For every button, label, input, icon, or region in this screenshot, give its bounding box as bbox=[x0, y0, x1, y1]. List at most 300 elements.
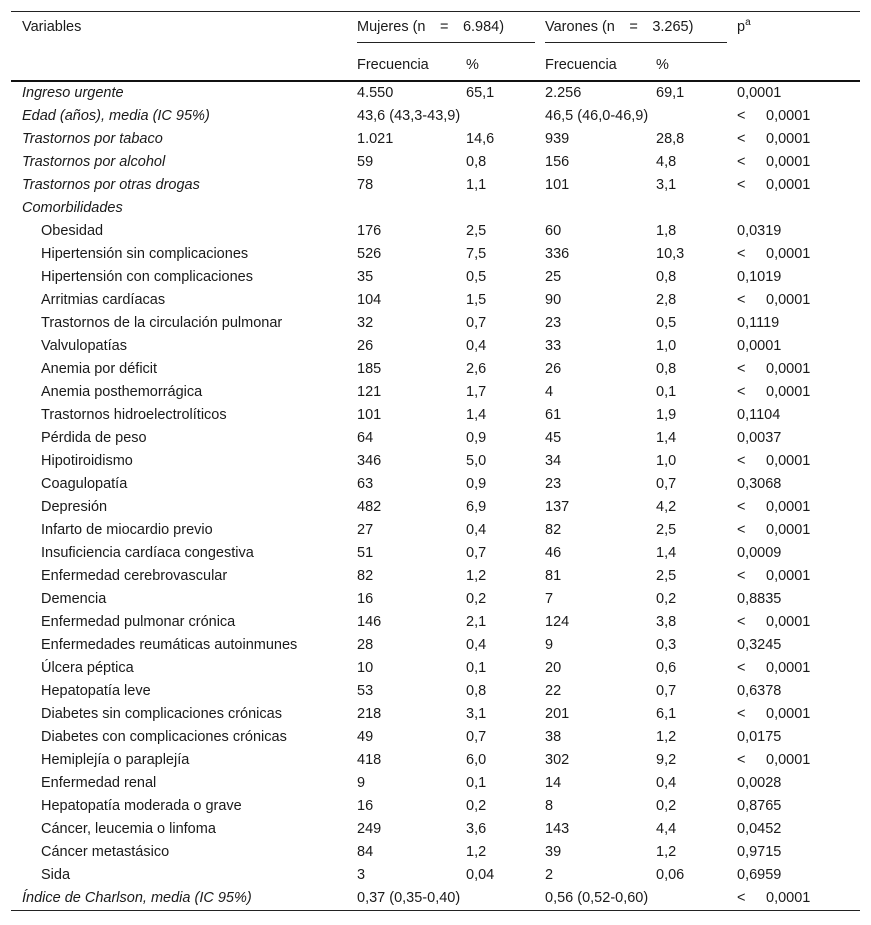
men-mean-ci: 0,56 (0,52-0,60) bbox=[545, 887, 737, 911]
table-row bbox=[11, 450, 860, 473]
women-mean-ci: 0,37 (0,35-0,40) bbox=[357, 887, 545, 911]
p-value: 0,0001 bbox=[766, 890, 811, 906]
table-row bbox=[11, 105, 860, 128]
women-frequency: 482 bbox=[357, 499, 382, 515]
p-value-cell bbox=[737, 841, 860, 864]
row-label: Hipotiroidismo bbox=[41, 453, 133, 469]
row-label: Hipertensión sin complicaciones bbox=[41, 246, 249, 262]
table-row bbox=[11, 128, 860, 151]
header-p-label: p bbox=[737, 19, 746, 35]
row-label: Insuficiencia cardíaca congestiva bbox=[41, 545, 254, 561]
row-label: Trastornos hidroelectrolíticos bbox=[41, 407, 227, 423]
row-label: Depresión bbox=[41, 499, 108, 515]
women-percent: 3,6 bbox=[466, 821, 487, 837]
table-row bbox=[11, 634, 860, 657]
women-percent: 0,2 bbox=[466, 798, 487, 814]
women-percent: 2,1 bbox=[466, 614, 487, 630]
men-frequency: 9 bbox=[545, 637, 554, 653]
p-value: 0,8835 bbox=[737, 591, 782, 607]
p-value: 0,0001 bbox=[766, 131, 811, 147]
table-row bbox=[11, 243, 860, 266]
row-label: Diabetes sin complicaciones crónicas bbox=[41, 706, 282, 722]
women-frequency: 9 bbox=[357, 775, 366, 791]
men-percent: 4,2 bbox=[656, 499, 677, 515]
p-value: 0,0001 bbox=[766, 453, 811, 469]
women-frequency: 84 bbox=[357, 844, 374, 860]
men-percent: 3,8 bbox=[656, 614, 677, 630]
table-row bbox=[11, 266, 860, 289]
header-row-groups bbox=[11, 12, 860, 51]
row-label: Trastornos por alcohol bbox=[22, 154, 166, 170]
men-percent: 0,7 bbox=[656, 476, 677, 492]
men-percent: 6,1 bbox=[656, 706, 677, 722]
women-frequency: 64 bbox=[357, 430, 374, 446]
table-row bbox=[11, 151, 860, 174]
row-label: Anemia posthemorrágica bbox=[41, 384, 203, 400]
table-row bbox=[11, 841, 860, 864]
men-frequency: 939 bbox=[545, 131, 570, 147]
men-percent: 1,9 bbox=[656, 407, 677, 423]
less-than-sign: < bbox=[737, 131, 746, 147]
women-frequency: 176 bbox=[357, 223, 382, 239]
p-value-cell bbox=[737, 496, 860, 519]
p-value: 0,0001 bbox=[766, 177, 811, 193]
p-value: 0,0175 bbox=[737, 729, 782, 745]
p-value: 0,0001 bbox=[766, 522, 811, 538]
men-percent: 28,8 bbox=[656, 131, 685, 147]
women-frequency: 346 bbox=[357, 453, 382, 469]
men-frequency: 61 bbox=[545, 407, 562, 423]
table-row bbox=[11, 588, 860, 611]
p-value: 0,0001 bbox=[766, 568, 811, 584]
p-value: 0,0001 bbox=[737, 85, 782, 101]
women-frequency: 26 bbox=[357, 338, 374, 354]
women-percent: 5,0 bbox=[466, 453, 487, 469]
row-label: Pérdida de peso bbox=[41, 430, 147, 446]
p-value-cell bbox=[737, 657, 860, 680]
row-label: Hepatopatía moderada o grave bbox=[41, 798, 242, 814]
less-than-sign: < bbox=[737, 246, 746, 262]
p-value: 0,0001 bbox=[766, 108, 811, 124]
p-value-cell bbox=[737, 473, 860, 496]
row-label: Edad (años), media (IC 95%) bbox=[22, 108, 210, 124]
men-percent: 0,8 bbox=[656, 361, 677, 377]
p-value: 0,1019 bbox=[737, 269, 782, 285]
men-frequency: 2 bbox=[545, 867, 554, 883]
women-percent: 2,5 bbox=[466, 223, 487, 239]
row-label: Trastornos por otras drogas bbox=[22, 177, 200, 193]
men-percent: 10,3 bbox=[656, 246, 685, 262]
row-label: Comorbilidades bbox=[22, 200, 123, 216]
women-frequency: 185 bbox=[357, 361, 382, 377]
header-women-label: Mujeres (n = 6.984) bbox=[357, 18, 535, 43]
men-percent: 0,7 bbox=[656, 683, 677, 699]
men-frequency: 143 bbox=[545, 821, 570, 837]
row-label: Índice de Charlson, media (IC 95%) bbox=[11, 887, 357, 911]
women-percent: 1,2 bbox=[466, 568, 487, 584]
men-frequency: 39 bbox=[545, 844, 562, 860]
women-percent: 0,7 bbox=[466, 729, 487, 745]
header-women-freq: Frecuencia bbox=[357, 50, 466, 81]
men-percent: 1,4 bbox=[656, 545, 677, 561]
p-value-cell bbox=[737, 772, 860, 795]
women-frequency: 28 bbox=[357, 637, 374, 653]
table-row bbox=[11, 220, 860, 243]
p-value-cell bbox=[737, 404, 860, 427]
women-percent: 0,8 bbox=[466, 154, 487, 170]
p-value: 0,0001 bbox=[766, 499, 811, 515]
row-label: Sida bbox=[41, 867, 71, 883]
less-than-sign: < bbox=[737, 361, 746, 377]
women-frequency: 526 bbox=[357, 246, 382, 262]
table-row bbox=[11, 381, 860, 404]
p-value: 0,1119 bbox=[737, 315, 780, 331]
men-percent: 2,5 bbox=[656, 568, 677, 584]
less-than-sign: < bbox=[737, 292, 746, 308]
table-row bbox=[11, 473, 860, 496]
women-percent: 3,1 bbox=[466, 706, 487, 722]
women-percent: 1,2 bbox=[466, 844, 487, 860]
p-value: 0,0001 bbox=[766, 384, 811, 400]
table-row bbox=[11, 772, 860, 795]
men-frequency: 46 bbox=[545, 545, 562, 561]
men-percent: 1,0 bbox=[656, 338, 677, 354]
table-row bbox=[11, 795, 860, 818]
women-frequency: 104 bbox=[357, 292, 382, 308]
row-label: Cáncer, leucemia o linfoma bbox=[41, 821, 216, 837]
men-percent: 1,2 bbox=[656, 729, 677, 745]
women-percent: 0,7 bbox=[466, 315, 487, 331]
men-frequency: 23 bbox=[545, 315, 562, 331]
header-men-freq: Frecuencia bbox=[545, 50, 656, 81]
row-label: Enfermedad pulmonar crónica bbox=[41, 614, 236, 630]
men-frequency: 38 bbox=[545, 729, 562, 745]
women-percent: 1,1 bbox=[466, 177, 487, 193]
table-row bbox=[11, 611, 860, 634]
men-percent: 1,2 bbox=[656, 844, 677, 860]
women-percent: 0,4 bbox=[466, 522, 487, 538]
women-percent: 14,6 bbox=[466, 131, 495, 147]
women-frequency: 249 bbox=[357, 821, 382, 837]
women-percent: 0,5 bbox=[466, 269, 487, 285]
p-value-cell bbox=[737, 634, 860, 657]
women-percent: 1,4 bbox=[466, 407, 487, 423]
p-value: 0,0001 bbox=[766, 154, 811, 170]
p-value-cell bbox=[737, 289, 860, 312]
p-value-cell bbox=[737, 266, 860, 289]
men-percent: 0,2 bbox=[656, 798, 677, 814]
p-value-cell bbox=[737, 335, 860, 358]
p-value-cell bbox=[737, 151, 860, 174]
row-label: Enfermedad renal bbox=[41, 775, 157, 791]
table-row bbox=[11, 864, 860, 887]
table-row bbox=[11, 542, 860, 565]
table-row bbox=[11, 726, 860, 749]
women-frequency: 78 bbox=[357, 177, 374, 193]
men-frequency: 14 bbox=[545, 775, 562, 791]
p-value: 0,0028 bbox=[737, 775, 782, 791]
men-frequency: 101 bbox=[545, 177, 570, 193]
less-than-sign: < bbox=[737, 154, 746, 170]
row-label: Infarto de miocardio previo bbox=[41, 522, 213, 538]
men-percent: 0,4 bbox=[656, 775, 677, 791]
row-label: Trastornos por tabaco bbox=[22, 131, 163, 147]
table-row bbox=[11, 818, 860, 841]
women-percent: 0,4 bbox=[466, 338, 487, 354]
p-value: 0,0001 bbox=[766, 660, 811, 676]
header-men bbox=[545, 12, 737, 51]
women-percent: 65,1 bbox=[466, 85, 495, 101]
table-row bbox=[11, 174, 860, 197]
p-value: 0,3068 bbox=[737, 476, 782, 492]
less-than-sign: < bbox=[737, 384, 746, 400]
p-value: 0,6378 bbox=[737, 683, 782, 699]
women-frequency: 121 bbox=[357, 384, 382, 400]
data-table bbox=[11, 11, 860, 911]
men-frequency: 4 bbox=[545, 384, 554, 400]
men-frequency: 23 bbox=[545, 476, 562, 492]
men-percent: 4,8 bbox=[656, 154, 677, 170]
p-value-cell bbox=[737, 887, 860, 911]
men-percent: 69,1 bbox=[656, 85, 685, 101]
men-percent: 9,2 bbox=[656, 752, 677, 768]
women-frequency: 1.021 bbox=[357, 131, 394, 147]
p-value-cell bbox=[737, 818, 860, 841]
women-percent: 0,2 bbox=[466, 591, 487, 607]
row-label: Enfermedad cerebrovascular bbox=[41, 568, 228, 584]
p-value: 0,0001 bbox=[766, 246, 811, 262]
p-value: 0,0001 bbox=[766, 361, 811, 377]
men-frequency: 336 bbox=[545, 246, 570, 262]
row-label: Trastornos de la circulación pulmonar bbox=[41, 315, 283, 331]
women-percent: 0,9 bbox=[466, 476, 487, 492]
row-label: Obesidad bbox=[41, 223, 104, 239]
women-percent: 6,0 bbox=[466, 752, 487, 768]
men-frequency: 82 bbox=[545, 522, 562, 538]
table-row bbox=[11, 335, 860, 358]
women-percent: 1,7 bbox=[466, 384, 487, 400]
men-percent: 0,1 bbox=[656, 384, 677, 400]
header-women-pct: % bbox=[466, 50, 545, 81]
header-men-label: Varones (n = 3.265) bbox=[545, 18, 727, 43]
men-percent: 0,2 bbox=[656, 591, 677, 607]
p-value-cell bbox=[737, 565, 860, 588]
men-percent: 1,0 bbox=[656, 453, 677, 469]
p-value-cell bbox=[737, 611, 860, 634]
p-value-cell bbox=[737, 174, 860, 197]
p-value-cell bbox=[737, 542, 860, 565]
men-frequency: 8 bbox=[545, 798, 554, 814]
women-frequency: 35 bbox=[357, 269, 374, 285]
women-frequency: 218 bbox=[357, 706, 382, 722]
p-value: 0,0452 bbox=[737, 821, 782, 837]
p-value: 0,0319 bbox=[737, 223, 782, 239]
p-value-cell bbox=[737, 795, 860, 818]
women-percent: 0,8 bbox=[466, 683, 487, 699]
women-frequency: 3 bbox=[357, 867, 366, 883]
women-percent: 0,1 bbox=[466, 775, 487, 791]
women-percent: 1,5 bbox=[466, 292, 487, 308]
women-frequency: 32 bbox=[357, 315, 374, 331]
men-percent: 3,1 bbox=[656, 177, 677, 193]
men-frequency: 137 bbox=[545, 499, 570, 515]
p-value-cell bbox=[737, 381, 860, 404]
header-variables: Variables bbox=[11, 12, 357, 82]
header-men-pct: % bbox=[656, 50, 737, 81]
women-frequency: 418 bbox=[357, 752, 382, 768]
women-percent: 0,7 bbox=[466, 545, 487, 561]
table-row bbox=[11, 81, 860, 105]
p-value-cell bbox=[737, 519, 860, 542]
row-label: Hipertensión con complicaciones bbox=[41, 269, 253, 285]
men-percent: 0,3 bbox=[656, 637, 677, 653]
women-frequency: 53 bbox=[357, 683, 374, 699]
p-value-cell bbox=[737, 312, 860, 335]
less-than-sign: < bbox=[737, 499, 746, 515]
header-women bbox=[357, 12, 545, 51]
p-value-cell bbox=[737, 588, 860, 611]
women-percent: 2,6 bbox=[466, 361, 487, 377]
men-frequency: 45 bbox=[545, 430, 562, 446]
men-frequency: 26 bbox=[545, 361, 562, 377]
men-percent: 4,4 bbox=[656, 821, 677, 837]
p-value: 0,0001 bbox=[766, 752, 811, 768]
women-frequency: 16 bbox=[357, 591, 374, 607]
p-value: 0,0001 bbox=[766, 614, 811, 630]
table-row bbox=[11, 427, 860, 450]
less-than-sign: < bbox=[737, 522, 746, 538]
less-than-sign: < bbox=[737, 614, 746, 630]
women-frequency: 63 bbox=[357, 476, 374, 492]
less-than-sign: < bbox=[737, 752, 746, 768]
table-row bbox=[11, 358, 860, 381]
p-value-cell bbox=[737, 450, 860, 473]
men-percent: 2,5 bbox=[656, 522, 677, 538]
header-p-footnote: a bbox=[745, 17, 751, 29]
less-than-sign: < bbox=[737, 706, 746, 722]
women-frequency: 82 bbox=[357, 568, 374, 584]
row-label: Hemiplejía o paraplejía bbox=[41, 752, 190, 768]
p-value-cell bbox=[737, 128, 860, 151]
women-mean-ci: 43,6 (43,3-43,9) bbox=[357, 108, 461, 124]
less-than-sign: < bbox=[737, 453, 746, 469]
table-row bbox=[11, 887, 860, 911]
p-value: 0,0001 bbox=[766, 292, 811, 308]
men-mean-ci: 46,5 (46,0-46,9) bbox=[545, 108, 649, 124]
p-value: 0,0001 bbox=[766, 706, 811, 722]
p-value-cell bbox=[737, 105, 860, 128]
men-frequency: 25 bbox=[545, 269, 562, 285]
women-frequency: 146 bbox=[357, 614, 382, 630]
p-value-cell bbox=[737, 427, 860, 450]
women-frequency: 101 bbox=[357, 407, 382, 423]
men-percent: 0,06 bbox=[656, 867, 685, 883]
women-percent: 0,1 bbox=[466, 660, 487, 676]
men-frequency: 90 bbox=[545, 292, 562, 308]
table-row bbox=[11, 680, 860, 703]
women-percent: 6,9 bbox=[466, 499, 487, 515]
p-value: 0,9715 bbox=[737, 844, 782, 860]
row-label: Coagulopatía bbox=[41, 476, 128, 492]
header-p bbox=[737, 12, 860, 82]
row-label: Úlcera péptica bbox=[41, 660, 134, 676]
row-label: Diabetes con complicaciones crónicas bbox=[41, 729, 287, 745]
p-value-cell bbox=[737, 703, 860, 726]
men-frequency: 156 bbox=[545, 154, 570, 170]
women-percent: 0,9 bbox=[466, 430, 487, 446]
row-label: Anemia por déficit bbox=[41, 361, 158, 377]
men-frequency: 2.256 bbox=[545, 85, 582, 101]
table-row bbox=[11, 197, 860, 220]
table-row bbox=[11, 312, 860, 335]
less-than-sign: < bbox=[737, 108, 746, 124]
men-frequency: 7 bbox=[545, 591, 554, 607]
table-row bbox=[11, 565, 860, 588]
table-row bbox=[11, 404, 860, 427]
men-frequency: 201 bbox=[545, 706, 570, 722]
men-frequency: 20 bbox=[545, 660, 562, 676]
p-value: 0,8765 bbox=[737, 798, 782, 814]
p-value-cell bbox=[737, 726, 860, 749]
p-value-cell bbox=[737, 680, 860, 703]
women-frequency: 10 bbox=[357, 660, 374, 676]
men-frequency: 34 bbox=[545, 453, 562, 469]
women-frequency: 27 bbox=[357, 522, 374, 538]
men-percent: 2,8 bbox=[656, 292, 677, 308]
men-frequency: 302 bbox=[545, 752, 570, 768]
less-than-sign: < bbox=[737, 568, 746, 584]
men-frequency: 124 bbox=[545, 614, 570, 630]
row-label: Cáncer metastásico bbox=[41, 844, 170, 860]
women-frequency: 16 bbox=[357, 798, 374, 814]
less-than-sign: < bbox=[737, 890, 746, 906]
less-than-sign: < bbox=[737, 660, 746, 676]
men-frequency: 60 bbox=[545, 223, 562, 239]
p-value-cell bbox=[737, 243, 860, 266]
row-label: Arritmias cardíacas bbox=[41, 292, 166, 308]
p-value: 0,0009 bbox=[737, 545, 782, 561]
women-frequency: 4.550 bbox=[357, 85, 394, 101]
less-than-sign: < bbox=[737, 177, 746, 193]
men-percent: 1,8 bbox=[656, 223, 677, 239]
row-label: Valvulopatías bbox=[41, 338, 127, 354]
women-percent: 0,04 bbox=[466, 867, 495, 883]
p-value-cell bbox=[737, 358, 860, 381]
men-frequency: 33 bbox=[545, 338, 562, 354]
p-value: 0,1104 bbox=[737, 407, 781, 423]
row-label: Hepatopatía leve bbox=[41, 683, 151, 699]
women-frequency: 59 bbox=[357, 154, 374, 170]
table-row bbox=[11, 703, 860, 726]
table-row bbox=[11, 749, 860, 772]
women-frequency: 51 bbox=[357, 545, 374, 561]
table-row bbox=[11, 657, 860, 680]
women-frequency: 49 bbox=[357, 729, 374, 745]
p-value-cell bbox=[737, 220, 860, 243]
men-percent: 1,4 bbox=[656, 430, 677, 446]
p-value: 0,6959 bbox=[737, 867, 782, 883]
table-row bbox=[11, 289, 860, 312]
men-percent: 0,5 bbox=[656, 315, 677, 331]
p-value-cell bbox=[737, 749, 860, 772]
row-empty bbox=[357, 197, 860, 220]
p-value-cell bbox=[737, 864, 860, 887]
table-row bbox=[11, 519, 860, 542]
men-frequency: 22 bbox=[545, 683, 562, 699]
men-percent: 0,8 bbox=[656, 269, 677, 285]
row-label: Enfermedades reumáticas autoinmunes bbox=[41, 637, 298, 653]
table-row bbox=[11, 496, 860, 519]
